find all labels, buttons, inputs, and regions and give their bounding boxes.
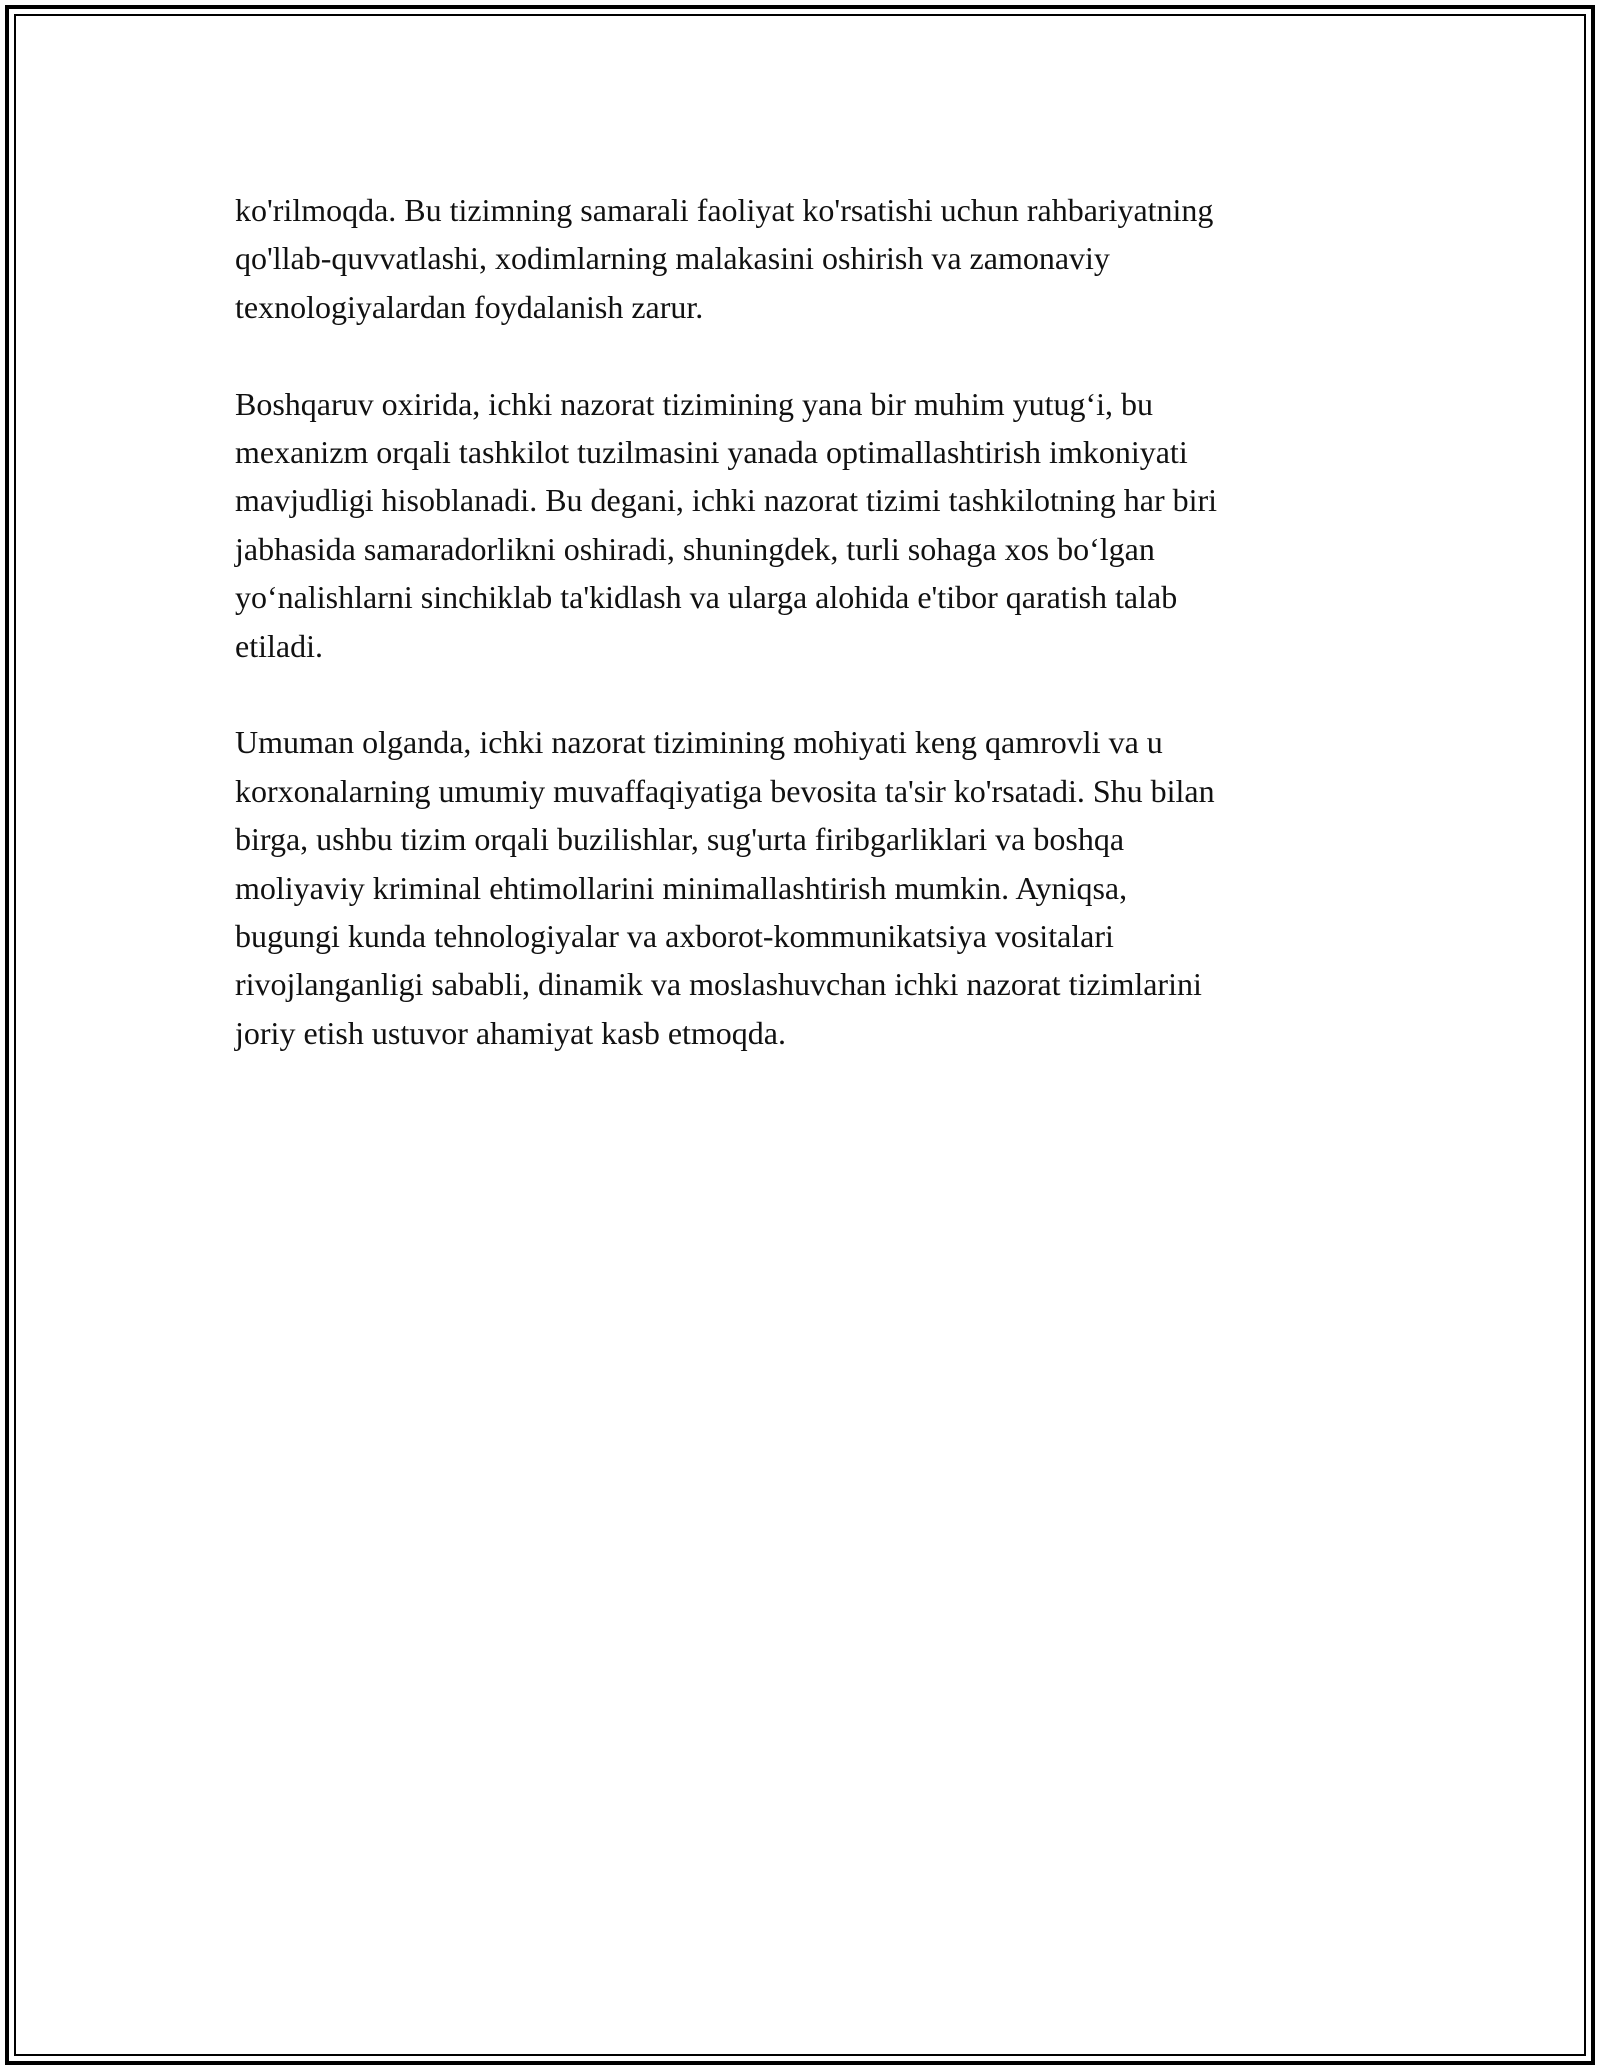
text-line: joriy etish ustuvor ahamiyat kasb etmoqda. [235,1014,786,1051]
paragraph-1 [235,186,1370,331]
text-line: mexanizm orqali tashkilot tuzilmasini yanada optimallashtirish imkoniyati [235,434,1188,471]
text-line: qo'llab-quvvatlashi, xodimlarning malakasini oshirish va zamonaviy [235,240,1110,277]
text-line: korxonalarning umumiy muvaffaqiyatiga bevosita ta'sir ko'rsatadi. Shu bilan [235,772,1215,809]
text-line: ko'rilmoqda. Bu tizimning samarali faoliyat ko'rsatishi uchun rahbariyatning [235,192,1214,228]
text-line: bugungi kunda tehnologiyalar va axborot-kommunikatsiya vositalari [235,918,1114,955]
text-line: mavjudligi hisoblanadi. Bu degani, ichki nazorat tizimi tashkilotning har biri [235,482,1218,519]
text-line: yo‘nalishlarni sinchiklab ta'kidlash va ularga alohida e'tibor qaratish talab [235,579,1178,616]
text-line: moliyaviy kriminal ehtimollarini minimallashtirish mumkin. Ayniqsa, [235,869,1128,906]
text-line: Umuman olganda, ichki nazorat tizimining mohiyati keng qamrovli va u [235,724,1163,761]
text-line: birga, ushbu tizim orqali buzilishlar, sug'urta firibgarliklari va boshqa [235,821,1125,858]
document-body [235,186,1370,1106]
text-line: rivojlanganligi sababli, dinamik va moslashuvchan ichki nazorat tizimlarini [235,966,1202,1003]
text-line: etiladi. [235,627,323,664]
paragraph-2 [235,380,1370,670]
paragraph-3 [235,718,1370,1057]
text-line: texnologiyalardan foydalanish zarur. [235,288,704,325]
text-line: jabhasida samaradorlikni oshiradi, shuningdek, turli sohaga xos bo‘lgan [235,530,1155,567]
text-line: Boshqaruv oxirida, ichki nazorat tizimining yana bir muhim yutug‘i, bu [235,385,1154,422]
